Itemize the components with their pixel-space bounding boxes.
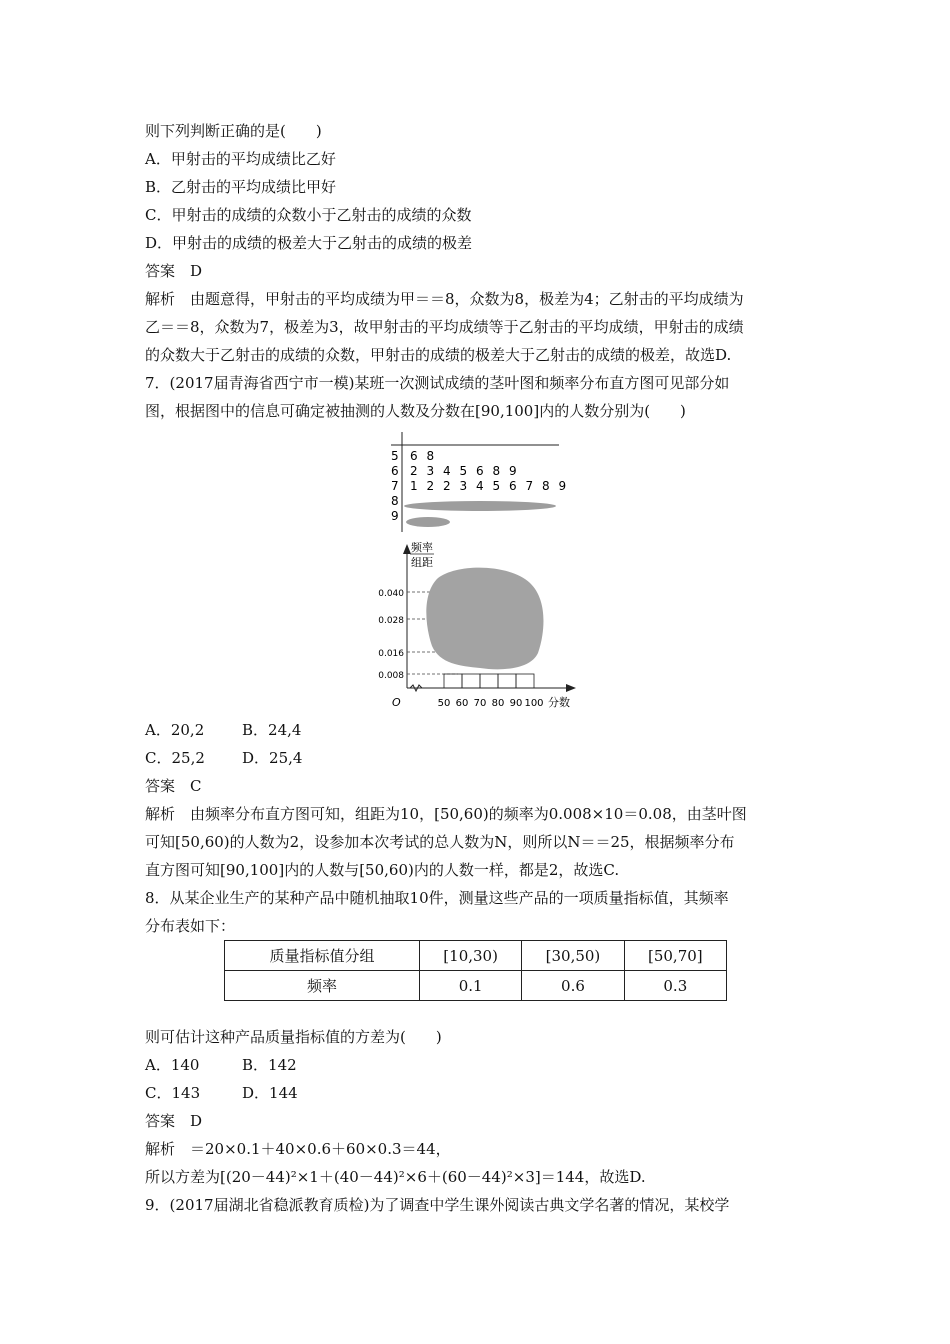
q8-analysis-line: 解析 ＝20×0.1＋40×0.6＋60×0.3＝44， [145,1140,451,1158]
leaf-value: 3 [426,464,435,478]
q8-option-a: A．140 [145,1056,200,1074]
leaf-value: 7 [525,479,534,493]
q8-question: 则可估计这种产品质量指标值的方差为( ) [145,1028,442,1046]
q7-option-d: D．25,4 [242,749,303,767]
q7-stem-line: 7．(2017届青海省西宁市一模)某班一次测试成绩的茎叶图和频率分布直方图可见部分如 [145,374,730,392]
stem-value: 8 [391,494,399,508]
stain-row-9 [406,517,450,527]
q8-option-c: C．143 [145,1084,201,1102]
q8-answer: 答案 D [145,1112,203,1130]
origin-label: O [392,696,401,709]
histogram-bar [462,674,480,688]
stem-leaf-plot [385,430,575,534]
y-axis-label-top: 频率 [411,541,433,554]
stem-value: 9 [391,509,399,523]
leaf-value: 6 [410,449,418,463]
q7-option-b: B．24,4 [242,721,302,739]
histogram-bar [516,674,534,688]
x-tick-label: 100 [524,698,544,709]
x-axis-label: 分数 [548,696,570,709]
table-cell: [30,50) [522,941,624,971]
table-row [225,941,727,971]
q6-option-b: B．乙射击的平均成绩比甲好 [145,178,337,196]
leaf-value: 9 [558,479,567,493]
x-tick-label: 70 [473,698,487,709]
histogram-bar [498,674,516,688]
q6-analysis-line: 解析 由题意得，甲射击的平均成绩为甲＝＝8，众数为8，极差为4；乙射击的平均成绩为 [145,290,744,308]
y-tick-label: 0.016 [378,649,404,659]
q7-answer: 答案 C [145,777,202,795]
x-tick-label: 90 [509,698,523,709]
q9-stem: 9．(2017届湖北省稳派教育质检)为了调查中学生课外阅读古典文学名著的情况，某校学 [145,1196,730,1214]
q8-analysis-line: 所以方差为[(20－44)²×1＋(40－44)²×6＋(60－44)²×3]＝144，故选D. [145,1168,646,1186]
q6-analysis-line: 的众数大于乙射击的成绩的众数，甲射击的成绩的极差大于乙射击的成绩的极差，故选D. [145,346,732,364]
table-cell: [50,70] [624,941,726,971]
q7-stem-line: 图，根据图中的信息可确定被抽测的人数及分数在[90,100]内的人数分别为( ) [145,402,686,420]
x-tick-label: 50 [437,698,451,709]
stem-value: 5 [391,449,399,463]
table-cell: [10,30) [419,941,521,971]
q6-stem-end: 则下列判断正确的是( ) [145,122,322,140]
leaf-value: 1 [410,479,418,493]
q6-analysis-line: 乙＝＝8，众数为7，极差为3，故甲射击的平均成绩等于乙射击的平均成绩，甲射击的成绩 [145,318,744,336]
stain-row-8 [404,501,556,511]
x-tick-label: 60 [455,698,469,709]
q7-analysis-line: 可知[50,60)的人数为2，设参加本次考试的总人数为N，则所以N＝＝25，根据频率分布 [145,833,735,851]
table-cell: 0.1 [419,971,521,1001]
table-cell: 0.6 [522,971,624,1001]
y-tick-label: 0.040 [378,589,404,599]
q7-analysis-line: 解析 由频率分布直方图可知，组距为10，[50,60)的频率为0.008×10＝0.08，由茎叶图 [145,805,747,823]
leaf-value: 9 [509,464,517,478]
y-tick-label: 0.028 [378,616,404,626]
stem-value: 7 [391,479,399,493]
leaf-value: 5 [492,479,501,493]
leaf-value: 8 [542,479,550,493]
q6-option-c: C．甲射击的成绩的众数小于乙射击的成绩的众数 [145,206,472,224]
histogram-bar [480,674,498,688]
leaf-value: 8 [426,449,435,463]
stem-value: 6 [391,464,399,478]
leaf-value: 3 [459,479,468,493]
q7-option-c: C．25,2 [145,749,205,767]
q8-option-d: D．144 [242,1084,298,1102]
y-tick-label: 0.008 [378,671,404,681]
y-axis-label-bottom: 组距 [411,556,433,569]
q6-option-d: D．甲射击的成绩的极差大于乙射击的成绩的极差 [145,234,473,252]
q6-answer: 答案 D [145,262,203,280]
frequency-table [224,940,727,1001]
leaf-value: 6 [509,479,517,493]
leaf-value: 2 [443,479,451,493]
table-cell: 质量指标值分组 [225,941,420,971]
q8-stem-line: 8．从某企业生产的某种产品中随机抽取10件，测量这些产品的一项质量指标值，其频率 [145,889,729,907]
leaf-value: 8 [492,464,501,478]
leaf-value: 2 [410,464,418,478]
table-cell: 0.3 [624,971,726,1001]
leaf-value: 4 [443,464,451,478]
table-row [225,971,727,1001]
q8-stem-line: 分布表如下： [145,917,236,935]
leaf-value: 5 [459,464,468,478]
frequency-histogram [370,538,585,714]
x-tick-label: 80 [491,698,505,709]
q7-option-a: A．20,2 [145,721,205,739]
table-cell: 频率 [225,971,420,1001]
q6-option-a: A．甲射击的平均成绩比乙好 [145,150,336,168]
stain-blob [426,568,543,670]
q7-analysis-line: 直方图可知[90,100]内的人数与[50,60)内的人数一样，都是2，故选C. [145,861,620,879]
q8-option-b: B．142 [242,1056,297,1074]
histogram-bar [444,674,462,688]
leaf-value: 2 [426,479,435,493]
leaf-value: 4 [476,479,484,493]
leaf-value: 6 [476,464,484,478]
